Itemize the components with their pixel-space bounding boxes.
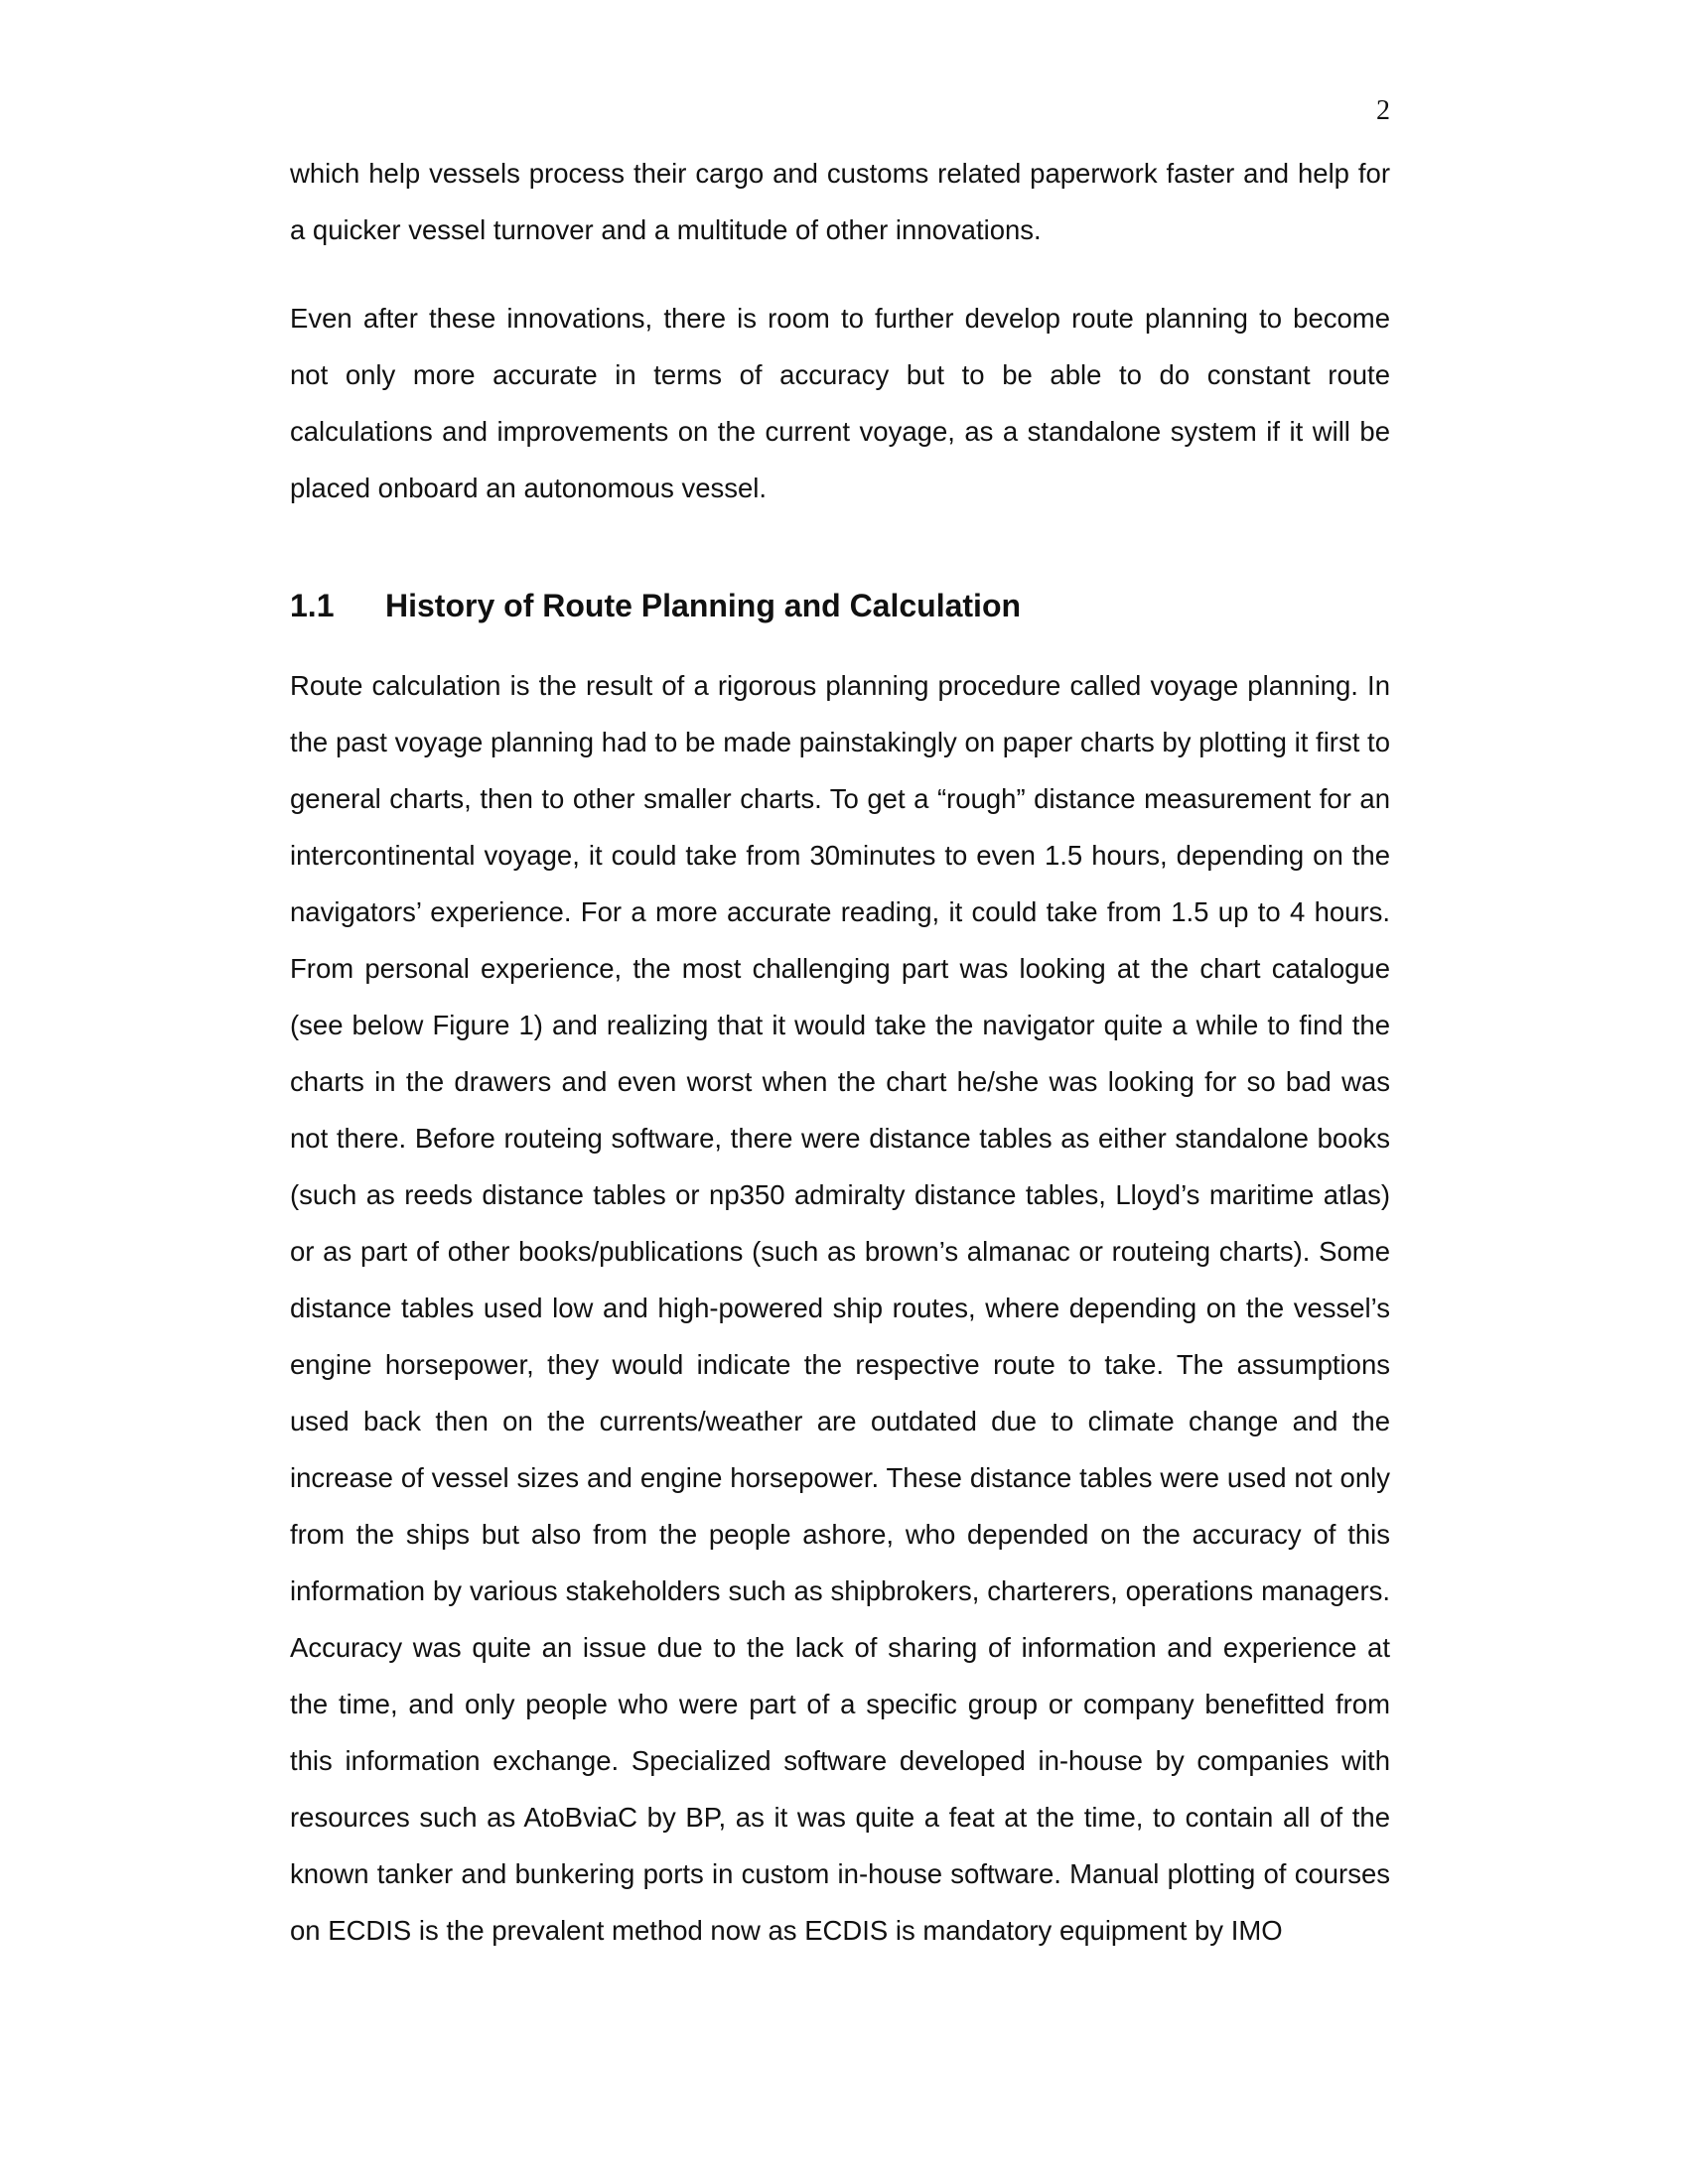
paragraph: Even after these innovations, there is room to further develop route planning to become not only more accurate in terms of accuracy but to be able to do constant route calculations and improvements on the current voyage, as a standalone system if it will be placed onboard an autonomous vessel. <box>290 303 1390 503</box>
section-heading <box>290 584 1390 627</box>
paragraph: Route calculation is the result of a rigorous planning procedure called voyage planning. In the past voyage planning had to be made painstakingly on paper charts by plotting it first to general charts, then to other smaller charts. To get a “rough” distance measurement for an intercontinental voyage, it could take from 30minutes to even 1.5 hours, depending on the navigators’ experience. For a more accurate reading, it could take from 1.5 up to 4 hours. From personal experience, the most challenging part was looking at the chart catalogue (see below Figure 1) and realizing that it would take the navigator quite a while to find the charts in the drawers and even worst when the chart he/she was looking for so bad was not there. Before routeing software, there were distance tables as either standalone books (such as reeds distance tables or np350 admiralty distance tables, Lloyd’s maritime atlas) or as part of other books/publications (such as brown’s almanac or routeing charts). Some distance tables used low and high-powered ship routes, where depending on the vessel’s engine horsepower, they would indicate the respective route to take. The assumptions used back then on the currents/weather are outdated due to climate change and the increase of vessel sizes and engine horsepower. These distance tables were used not only from the ships but also from the people ashore, who depended on the accuracy of this information by various stakeholders such as shipbrokers, charterers, operations managers. Accuracy was quite an issue due to the lack of sharing of information and experience at the time, and only people who were part of a specific group or company benefitted from this information exchange. Specialized software developed in-house by companies with resources such as AtoBviaC by BP, as it was quite a feat at the time, to contain all of the known tanker and bunkering ports in custom in-house software. Manual plotting of courses on ECDIS is the prevalent method now as ECDIS is mandatory equipment by IMO <box>290 670 1390 1946</box>
section-number: 1.1 <box>290 588 335 623</box>
page-number: 2 <box>1376 95 1390 126</box>
section-title: History of Route Planning and Calculation <box>385 588 1022 623</box>
document-body <box>290 145 1390 1959</box>
paragraph: which help vessels process their cargo and customs related paperwork faster and help for a quicker vessel turnover and a multitude of other innovations. <box>290 158 1390 245</box>
